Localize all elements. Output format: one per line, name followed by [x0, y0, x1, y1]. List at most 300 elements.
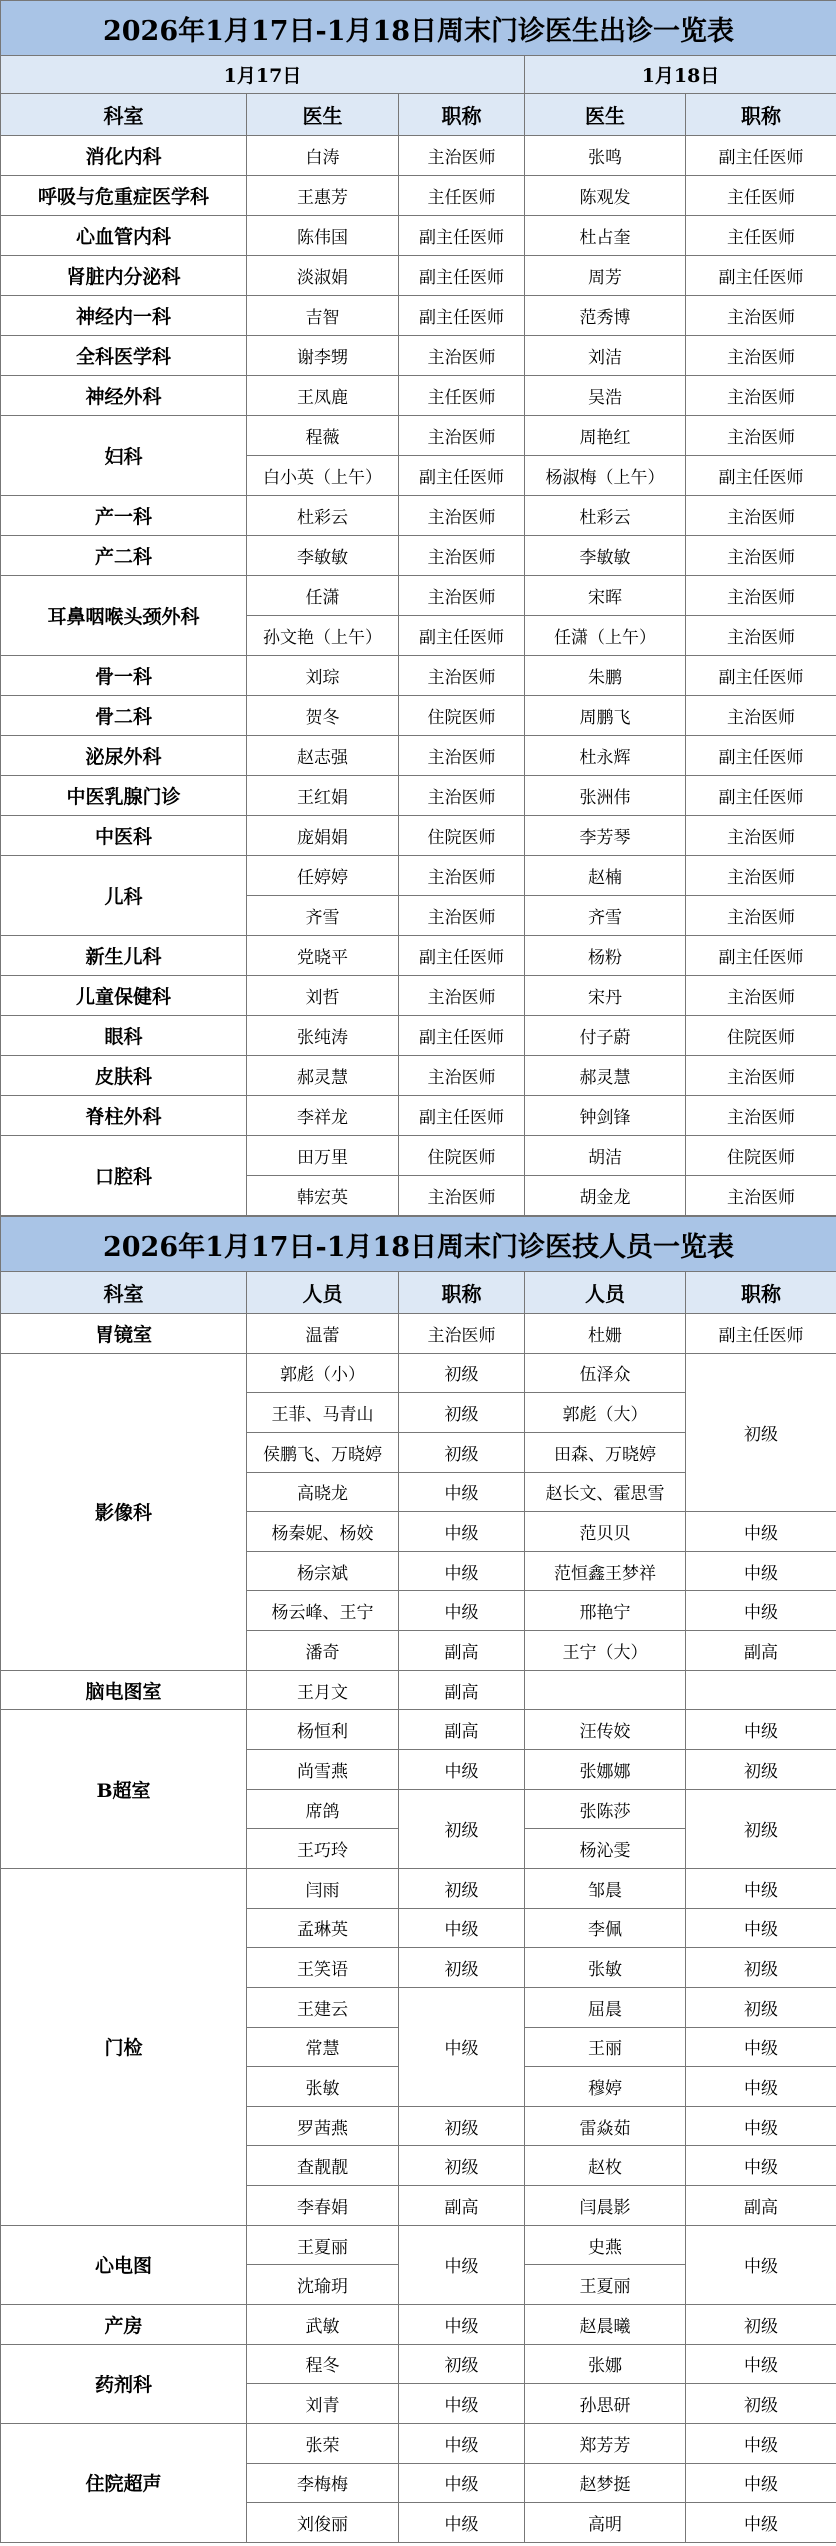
doctor-name: 任潇（上午） — [525, 616, 686, 656]
column-header-doctor-day1: 医生 — [247, 94, 399, 136]
doctor-name: 郝灵慧 — [247, 1056, 399, 1096]
staff-name: 杨云峰、王宁 — [247, 1591, 399, 1631]
doctor-title: 主治医师 — [686, 616, 836, 656]
table-row — [1, 256, 836, 296]
doctor-name: 谢李甥 — [247, 336, 399, 376]
staff-name: 杜姗 — [525, 1314, 686, 1354]
staff-name: 张敏 — [525, 1948, 686, 1988]
staff-name: 查靓靓 — [247, 2146, 399, 2186]
doctor-title: 副主任医师 — [399, 1096, 525, 1136]
doctor-name: 宋丹 — [525, 976, 686, 1016]
department-name: 眼科 — [1, 1016, 247, 1056]
staff-grade: 副高 — [399, 1710, 525, 1750]
doctor-title: 主治医师 — [686, 576, 836, 616]
doctor-name: 杜永辉 — [525, 736, 686, 776]
doctor-name: 周艳红 — [525, 416, 686, 456]
doctor-title: 主治医师 — [399, 416, 525, 456]
doctor-title: 主治医师 — [686, 1176, 836, 1216]
staff-grade: 初级 — [399, 1393, 525, 1433]
staff-name: 杨沁雯 — [525, 1829, 686, 1869]
date-header-day2: 1月18日 — [525, 56, 836, 94]
staff-grade: 初级 — [399, 1353, 525, 1393]
column-header-department: 科室 — [1, 1272, 247, 1314]
doctor-name: 杨淑梅（上午） — [525, 456, 686, 496]
staff-grade: 初级 — [399, 2146, 525, 2186]
doctor-title: 主治医师 — [686, 696, 836, 736]
staff-grade: 初级 — [686, 2384, 836, 2424]
staff-name: 李梅梅 — [247, 2463, 399, 2503]
doctor-title: 副主任医师 — [686, 776, 836, 816]
doctor-title: 住院医师 — [399, 1136, 525, 1176]
doctor-name: 钟剑锋 — [525, 1096, 686, 1136]
doctor-title: 主治医师 — [686, 816, 836, 856]
staff-grade: 副高 — [686, 1631, 836, 1671]
department-name: 产二科 — [1, 536, 247, 576]
staff-grade: 初级 — [399, 2106, 525, 2146]
staff-name: 邢艳宁 — [525, 1591, 686, 1631]
staff-grade: 初级 — [399, 1868, 525, 1908]
table-row — [1, 576, 836, 616]
staff-name: 郭彪（大） — [525, 1393, 686, 1433]
staff-name: 沈瑜玥 — [247, 2265, 399, 2305]
staff-grade: 中级 — [686, 2463, 836, 2503]
doctor-schedule-table — [0, 0, 836, 1216]
staff-grade: 初级 — [399, 1789, 525, 1868]
doctor-title: 副主任医师 — [399, 296, 525, 336]
doctor-name: 张鸣 — [525, 136, 686, 176]
column-header-title-day2: 职称 — [686, 94, 836, 136]
staff-grade: 中级 — [399, 2503, 525, 2543]
doctor-name: 王凤鹿 — [247, 376, 399, 416]
date-header-day1: 1月17日 — [1, 56, 525, 94]
staff-name: 王宁（大） — [525, 1631, 686, 1671]
staff-grade: 中级 — [686, 2344, 836, 2384]
department-name: 骨二科 — [1, 696, 247, 736]
staff-grade: 初级 — [686, 1353, 836, 1512]
staff-grade: 初级 — [686, 2305, 836, 2345]
staff-grade: 初级 — [686, 1987, 836, 2027]
doctor-title: 主治医师 — [399, 896, 525, 936]
table-row — [1, 2225, 836, 2265]
staff-name: 赵长文、霍思雪 — [525, 1472, 686, 1512]
doctor-title: 主治医师 — [686, 336, 836, 376]
staff-grade: 初级 — [399, 1948, 525, 1988]
doctor-title: 住院医师 — [686, 1136, 836, 1176]
staff-grade: 中级 — [686, 1710, 836, 1750]
staff-grade: 中级 — [686, 2503, 836, 2543]
doctor-name: 任潇 — [247, 576, 399, 616]
doctor-name: 杜彩云 — [525, 496, 686, 536]
doctor-name: 孙文艳（上午） — [247, 616, 399, 656]
doctor-title: 副主任医师 — [399, 936, 525, 976]
table-row — [1, 216, 836, 256]
table-row — [1, 2305, 836, 2345]
table-row — [1, 1868, 836, 1908]
staff-name: 王夏丽 — [525, 2265, 686, 2305]
staff-name: 张敏 — [247, 2067, 399, 2107]
department-name: 中医乳腺门诊 — [1, 776, 247, 816]
doctor-title: 主治医师 — [399, 336, 525, 376]
table-row — [1, 2344, 836, 2384]
table-row — [1, 736, 836, 776]
staff-name: 赵枚 — [525, 2146, 686, 2186]
doctor-title: 主治医师 — [686, 376, 836, 416]
staff-grade: 中级 — [399, 1591, 525, 1631]
staff-name: 赵晨曦 — [525, 2305, 686, 2345]
staff-grade: 中级 — [686, 1591, 836, 1631]
doctor-title: 主治医师 — [686, 536, 836, 576]
staff-name: 王笑语 — [247, 1948, 399, 1988]
department-name: 神经外科 — [1, 376, 247, 416]
doctor-title: 主治医师 — [686, 896, 836, 936]
doctor-title: 主治医师 — [399, 736, 525, 776]
staff-name: 武敏 — [247, 2305, 399, 2345]
doctor-title: 主治医师 — [399, 1176, 525, 1216]
table-row — [1, 2423, 836, 2463]
staff-grade: 副高 — [399, 1670, 525, 1710]
doctor-name: 王惠芳 — [247, 176, 399, 216]
staff-name: 张娜 — [525, 2344, 686, 2384]
department-name: 门检 — [1, 1868, 247, 2225]
doctor-title: 主任医师 — [399, 176, 525, 216]
doctor-name: 朱鹏 — [525, 656, 686, 696]
staff-grade: 中级 — [399, 2423, 525, 2463]
column-header-department: 科室 — [1, 94, 247, 136]
staff-name: 田森、万晓婷 — [525, 1432, 686, 1472]
department-name: 呼吸与危重症医学科 — [1, 176, 247, 216]
doctor-title: 主治医师 — [399, 536, 525, 576]
doctor-name: 程薇 — [247, 416, 399, 456]
doctor-name: 杜彩云 — [247, 496, 399, 536]
staff-grade: 中级 — [399, 2225, 525, 2304]
doctor-title: 主治医师 — [686, 1096, 836, 1136]
doctor-title: 主任医师 — [399, 376, 525, 416]
table-row — [1, 1710, 836, 1750]
doctor-title: 主治医师 — [399, 576, 525, 616]
staff-name: 邹晨 — [525, 1868, 686, 1908]
doctor-name: 白涛 — [247, 136, 399, 176]
staff-grade: 中级 — [686, 2067, 836, 2107]
staff-grade: 中级 — [399, 1512, 525, 1552]
department-name: 儿科 — [1, 856, 247, 936]
doctor-name: 刘洁 — [525, 336, 686, 376]
staff-grade: 中级 — [686, 2106, 836, 2146]
staff-grade: 中级 — [686, 1512, 836, 1552]
staff-grade: 中级 — [686, 2423, 836, 2463]
staff-name: 范恒鑫王梦祥 — [525, 1551, 686, 1591]
table-row — [1, 376, 836, 416]
table-row — [1, 1056, 836, 1096]
staff-name: 侯鹏飞、万晓婷 — [247, 1432, 399, 1472]
column-header-title-day1: 职称 — [399, 94, 525, 136]
doctor-name: 张洲伟 — [525, 776, 686, 816]
staff-name: 王巧玲 — [247, 1829, 399, 1869]
department-name: B超室 — [1, 1710, 247, 1869]
staff-name: 罗茜燕 — [247, 2106, 399, 2146]
department-name: 消化内科 — [1, 136, 247, 176]
table-row — [1, 856, 836, 896]
staff-name: 刘俊丽 — [247, 2503, 399, 2543]
doctor-name: 庞娟娟 — [247, 816, 399, 856]
staff-name: 李春娟 — [247, 2186, 399, 2226]
department-name: 骨一科 — [1, 656, 247, 696]
table-row — [1, 176, 836, 216]
doctor-table-title: 2026年1月17日-1月18日周末门诊医生出诊一览表 — [1, 1, 836, 56]
table-row — [1, 696, 836, 736]
doctor-title: 副主任医师 — [686, 136, 836, 176]
staff-name: 潘奇 — [247, 1631, 399, 1671]
doctor-name: 李祥龙 — [247, 1096, 399, 1136]
doctor-title: 主治医师 — [399, 776, 525, 816]
doctor-title: 主治医师 — [686, 496, 836, 536]
staff-name: 伍泽众 — [525, 1353, 686, 1393]
doctor-name: 李敏敏 — [247, 536, 399, 576]
column-header-doctor-day2: 医生 — [525, 94, 686, 136]
doctor-name: 淡淑娟 — [247, 256, 399, 296]
staff-grade: 副主任医师 — [686, 1314, 836, 1354]
doctor-name: 刘琮 — [247, 656, 399, 696]
doctor-name: 赵志强 — [247, 736, 399, 776]
staff-grade: 初级 — [399, 1432, 525, 1472]
empty-cell — [525, 1670, 686, 1710]
doctor-title: 副主任医师 — [686, 656, 836, 696]
department-name: 皮肤科 — [1, 1056, 247, 1096]
column-header-title-day1: 职称 — [399, 1272, 525, 1314]
table-row — [1, 296, 836, 336]
doctor-name: 郝灵慧 — [525, 1056, 686, 1096]
department-name: 新生儿科 — [1, 936, 247, 976]
column-header-staff-day1: 人员 — [247, 1272, 399, 1314]
empty-cell — [686, 1670, 836, 1710]
department-name: 胃镜室 — [1, 1314, 247, 1354]
table-row — [1, 1670, 836, 1710]
staff-name: 赵梦挺 — [525, 2463, 686, 2503]
doctor-title: 主治医师 — [686, 976, 836, 1016]
doctor-name: 李敏敏 — [525, 536, 686, 576]
doctor-title: 主任医师 — [686, 216, 836, 256]
staff-grade: 副高 — [686, 2186, 836, 2226]
doctor-name: 胡洁 — [525, 1136, 686, 1176]
department-name: 神经内一科 — [1, 296, 247, 336]
doctor-title: 副主任医师 — [686, 456, 836, 496]
staff-grade: 初级 — [686, 1750, 836, 1790]
staff-name: 屈晨 — [525, 1987, 686, 2027]
doctor-name: 李芳琴 — [525, 816, 686, 856]
staff-grade: 中级 — [686, 2225, 836, 2304]
table-row — [1, 776, 836, 816]
department-name: 脊柱外科 — [1, 1096, 247, 1136]
table-row — [1, 136, 836, 176]
staff-name: 王月文 — [247, 1670, 399, 1710]
staff-name: 张娜娜 — [525, 1750, 686, 1790]
table-row — [1, 816, 836, 856]
doctor-name: 杜占奎 — [525, 216, 686, 256]
staff-grade: 初级 — [399, 2344, 525, 2384]
table-row — [1, 1353, 836, 1393]
staff-grade: 主治医师 — [399, 1314, 525, 1354]
doctor-name: 田万里 — [247, 1136, 399, 1176]
table-row — [1, 1314, 836, 1354]
doctor-title: 副主任医师 — [686, 936, 836, 976]
tech-table-title: 2026年1月17日-1月18日周末门诊医技人员一览表 — [1, 1217, 836, 1272]
doctor-title: 主治医师 — [399, 136, 525, 176]
department-name: 产一科 — [1, 496, 247, 536]
doctor-name: 周芳 — [525, 256, 686, 296]
staff-grade: 中级 — [399, 2463, 525, 2503]
staff-name: 史燕 — [525, 2225, 686, 2265]
staff-name: 闫雨 — [247, 1868, 399, 1908]
table-row — [1, 336, 836, 376]
doctor-name: 白小英（上午） — [247, 456, 399, 496]
department-name: 全科医学科 — [1, 336, 247, 376]
staff-name: 程冬 — [247, 2344, 399, 2384]
staff-grade: 中级 — [686, 2027, 836, 2067]
department-name: 泌尿外科 — [1, 736, 247, 776]
staff-grade: 副高 — [399, 1631, 525, 1671]
doctor-title: 副主任医师 — [399, 256, 525, 296]
department-name: 脑电图室 — [1, 1670, 247, 1710]
staff-grade: 副高 — [399, 2186, 525, 2226]
table-row — [1, 536, 836, 576]
staff-grade: 中级 — [686, 1868, 836, 1908]
staff-grade: 中级 — [399, 2384, 525, 2424]
department-name: 产房 — [1, 2305, 247, 2345]
doctor-title: 主治医师 — [399, 496, 525, 536]
table-row — [1, 416, 836, 456]
staff-name: 郭彪（小） — [247, 1353, 399, 1393]
staff-name: 席鸽 — [247, 1789, 399, 1829]
staff-name: 穆婷 — [525, 2067, 686, 2107]
doctor-title: 副主任医师 — [399, 216, 525, 256]
doctor-title: 主任医师 — [686, 176, 836, 216]
table-row — [1, 1136, 836, 1176]
table-row — [1, 1096, 836, 1136]
staff-grade: 初级 — [686, 1948, 836, 1988]
doctor-name: 范秀博 — [525, 296, 686, 336]
staff-name: 张荣 — [247, 2423, 399, 2463]
staff-name: 高明 — [525, 2503, 686, 2543]
department-name: 药剂科 — [1, 2344, 247, 2423]
doctor-name: 宋晖 — [525, 576, 686, 616]
department-name: 心血管内科 — [1, 216, 247, 256]
doctor-name: 胡金龙 — [525, 1176, 686, 1216]
department-name: 肾脏内分泌科 — [1, 256, 247, 296]
tech-staff-table — [0, 1216, 836, 2543]
doctor-name: 周鹏飞 — [525, 696, 686, 736]
doctor-title: 主治医师 — [399, 976, 525, 1016]
staff-name: 高晓龙 — [247, 1472, 399, 1512]
table-row — [1, 656, 836, 696]
staff-name: 汪传姣 — [525, 1710, 686, 1750]
staff-name: 王丽 — [525, 2027, 686, 2067]
staff-grade: 初级 — [686, 1789, 836, 1868]
table-row — [1, 936, 836, 976]
doctor-title: 住院医师 — [399, 696, 525, 736]
staff-grade: 中级 — [686, 1908, 836, 1948]
doctor-title: 副主任医师 — [399, 456, 525, 496]
doctor-title: 主治医师 — [399, 656, 525, 696]
staff-grade: 中级 — [399, 1987, 525, 2106]
department-name: 影像科 — [1, 1353, 247, 1670]
doctor-name: 齐雪 — [525, 896, 686, 936]
doctor-name: 张纯涛 — [247, 1016, 399, 1056]
staff-name: 王菲、马青山 — [247, 1393, 399, 1433]
staff-name: 杨恒利 — [247, 1710, 399, 1750]
doctor-name: 齐雪 — [247, 896, 399, 936]
staff-name: 闫晨影 — [525, 2186, 686, 2226]
staff-name: 孟琳英 — [247, 1908, 399, 1948]
department-name: 儿童保健科 — [1, 976, 247, 1016]
staff-name: 雷焱茹 — [525, 2106, 686, 2146]
column-header-title-day2: 职称 — [686, 1272, 836, 1314]
doctor-title: 主治医师 — [399, 1056, 525, 1096]
staff-grade: 中级 — [399, 1551, 525, 1591]
doctor-name: 赵楠 — [525, 856, 686, 896]
department-name: 口腔科 — [1, 1136, 247, 1216]
doctor-name: 韩宏英 — [247, 1176, 399, 1216]
staff-grade: 中级 — [399, 2305, 525, 2345]
staff-grade: 中级 — [399, 1908, 525, 1948]
doctor-title: 副主任医师 — [399, 616, 525, 656]
staff-name: 张陈莎 — [525, 1789, 686, 1829]
doctor-name: 杨粉 — [525, 936, 686, 976]
doctor-name: 付子蔚 — [525, 1016, 686, 1056]
staff-name: 尚雪燕 — [247, 1750, 399, 1790]
staff-name: 范贝贝 — [525, 1512, 686, 1552]
doctor-name: 贺冬 — [247, 696, 399, 736]
staff-name: 杨宗斌 — [247, 1551, 399, 1591]
doctor-title: 副主任医师 — [686, 256, 836, 296]
doctor-name: 陈伟国 — [247, 216, 399, 256]
table-row — [1, 976, 836, 1016]
doctor-name: 任婷婷 — [247, 856, 399, 896]
staff-grade: 中级 — [399, 1472, 525, 1512]
doctor-title: 主治医师 — [686, 1056, 836, 1096]
department-name: 心电图 — [1, 2225, 247, 2304]
doctor-title: 住院医师 — [399, 816, 525, 856]
doctor-name: 王红娟 — [247, 776, 399, 816]
doctor-name: 刘哲 — [247, 976, 399, 1016]
staff-name: 常慧 — [247, 2027, 399, 2067]
department-name: 妇科 — [1, 416, 247, 496]
department-name: 中医科 — [1, 816, 247, 856]
staff-name: 王建云 — [247, 1987, 399, 2027]
doctor-title: 主治医师 — [686, 856, 836, 896]
staff-name: 李佩 — [525, 1908, 686, 1948]
doctor-title: 副主任医师 — [399, 1016, 525, 1056]
doctor-name: 党晓平 — [247, 936, 399, 976]
department-name: 住院超声 — [1, 2423, 247, 2542]
doctor-title: 主治医师 — [686, 416, 836, 456]
doctor-title: 住院医师 — [686, 1016, 836, 1056]
staff-name: 王夏丽 — [247, 2225, 399, 2265]
doctor-title: 副主任医师 — [686, 736, 836, 776]
staff-name: 孙思研 — [525, 2384, 686, 2424]
staff-name: 刘青 — [247, 2384, 399, 2424]
column-header-staff-day2: 人员 — [525, 1272, 686, 1314]
staff-grade: 中级 — [686, 1551, 836, 1591]
table-row — [1, 496, 836, 536]
doctor-title: 主治医师 — [399, 856, 525, 896]
staff-name: 温蕾 — [247, 1314, 399, 1354]
staff-name: 杨秦妮、杨姣 — [247, 1512, 399, 1552]
staff-grade: 中级 — [399, 1750, 525, 1790]
staff-grade: 中级 — [686, 2146, 836, 2186]
doctor-name: 吉智 — [247, 296, 399, 336]
staff-name: 郑芳芳 — [525, 2423, 686, 2463]
department-name: 耳鼻咽喉头颈外科 — [1, 576, 247, 656]
doctor-title: 主治医师 — [686, 296, 836, 336]
